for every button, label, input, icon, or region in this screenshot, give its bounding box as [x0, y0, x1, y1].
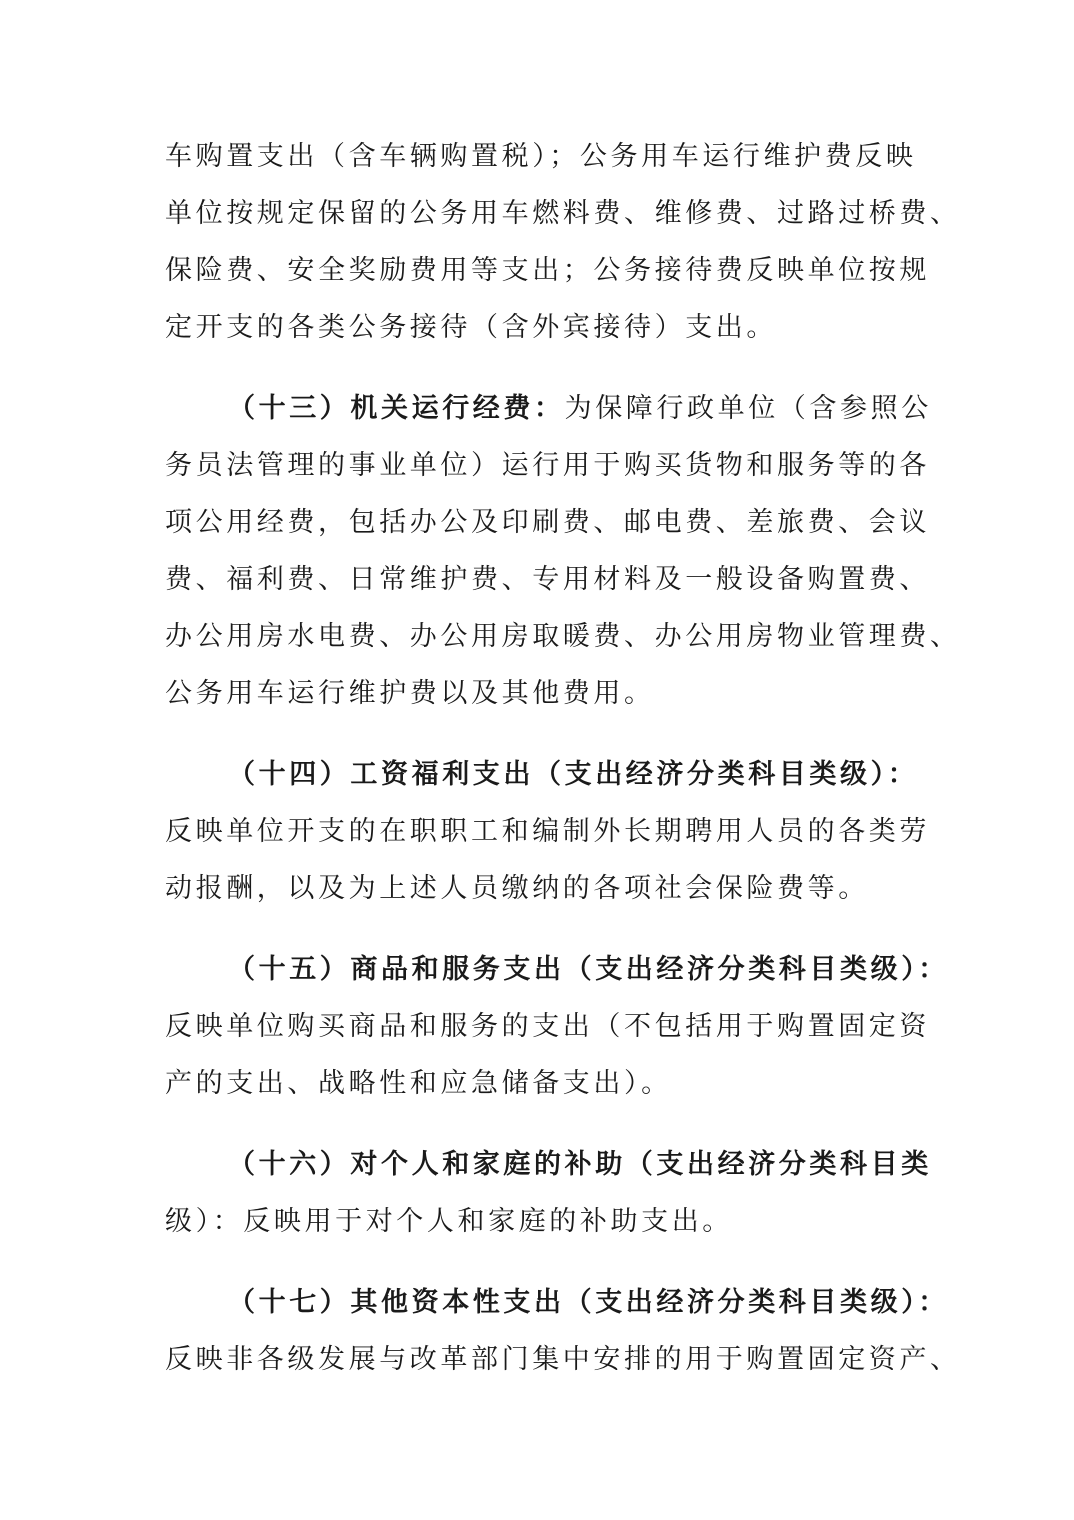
p14-heading: （十四）工资福利支出（支出经济分类科目类级）： [228, 759, 919, 790]
p14-line-1: 反映单位开支的在职职工和编制外长期聘用人员的各类劳 [165, 816, 930, 847]
p16-line-1: 级）：反映用于对个人和家庭的补助支出。 [165, 1206, 733, 1237]
p13-line-5: 办公用房水电费、办公用房取暖费、办公用房物业管理费、 [165, 621, 961, 652]
p13-line-4: 费、福利费、日常维护费、专用材料及一般设备购置费、 [165, 564, 930, 595]
p13-line-6: 公务用车运行维护费以及其他费用。 [165, 678, 655, 709]
p13-heading: （十三）机关运行经费： [228, 393, 565, 424]
p13-line-3: 项公用经费，包括办公及印刷费、邮电费、差旅费、会议 [165, 507, 930, 538]
p12-line-1: 车购置支出（含车辆购置税）；公务用车运行维护费反映 [165, 141, 917, 172]
p15-line-1: 反映单位购买商品和服务的支出（不包括用于购置固定资 [165, 1011, 930, 1042]
p14-line-2: 动报酬，以及为上述人员缴纳的各项社会保险费等。 [165, 873, 869, 904]
p15-line-2: 产的支出、战略性和应急储备支出）。 [165, 1068, 672, 1099]
p12-line-2: 单位按规定保留的公务用车燃料费、维修费、过路过桥费、 [165, 198, 961, 229]
p17-line-1: 反映非各级发展与改革部门集中安排的用于购置固定资产、 [165, 1344, 961, 1375]
p13-line-2: 务员法管理的事业单位）运行用于购买货物和服务等的各 [165, 450, 930, 481]
p17-heading: （十七）其他资本性支出（支出经济分类科目类级）： [228, 1287, 949, 1318]
p13-line-1: 为保障行政单位（含参照公 [564, 393, 932, 424]
p15-heading: （十五）商品和服务支出（支出经济分类科目类级）： [228, 954, 949, 985]
p12-line-3: 保险费、安全奖励费用等支出；公务接待费反映单位按规 [165, 255, 930, 286]
p12-line-4: 定开支的各类公务接待（含外宾接待）支出。 [165, 312, 777, 343]
p13-first-line [228, 389, 932, 429]
p16-heading: （十六）对个人和家庭的补助（支出经济分类科目类 [228, 1149, 932, 1180]
